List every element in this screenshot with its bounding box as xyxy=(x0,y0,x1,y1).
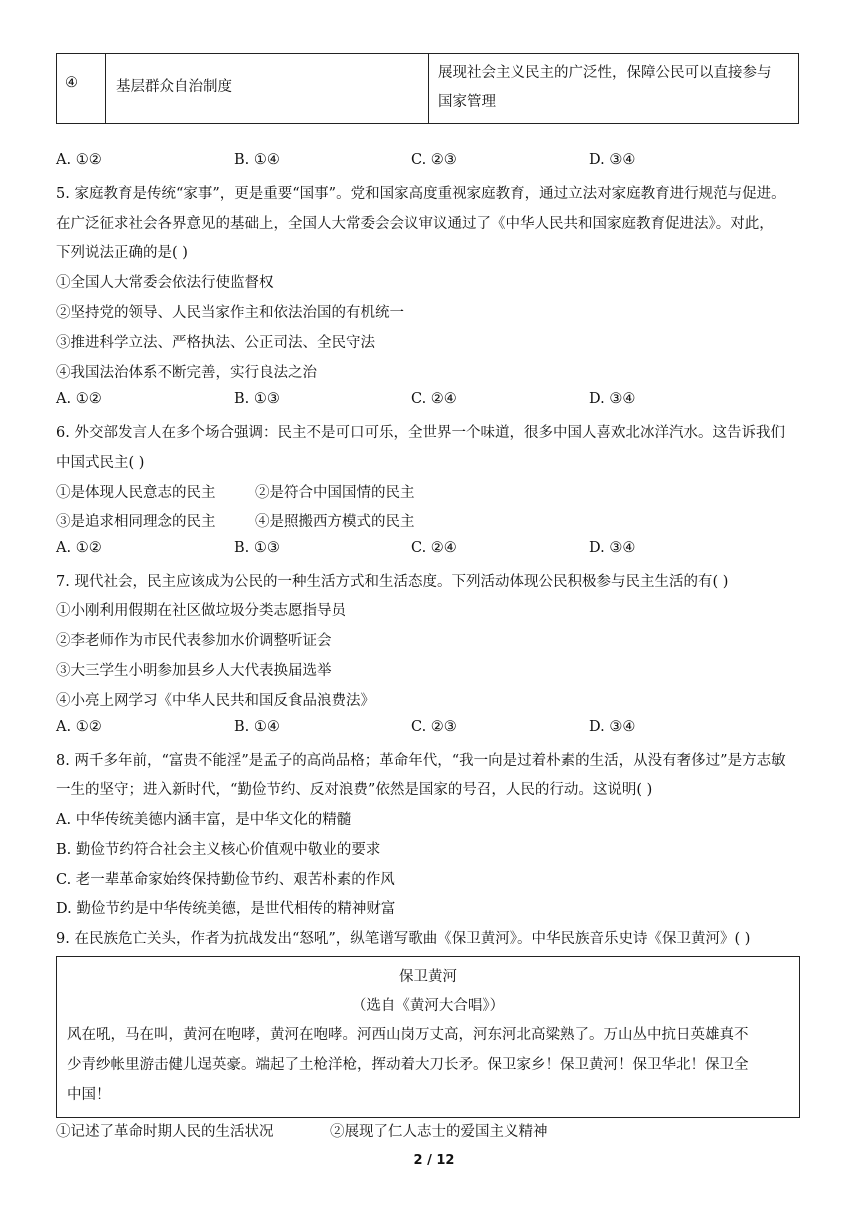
table-number-text: ④ xyxy=(65,75,78,91)
q5-option-b: B. ①③ xyxy=(234,391,280,407)
q7-item-4: ④小亮上网学习《中华人民共和国反食品浪费法》 xyxy=(56,693,375,709)
q8-choice-a: A. 中华传统美德内涵丰富，是中华文化的精髓 xyxy=(56,812,352,828)
q5-item-2: ②坚持党的领导、人民当家作主和依法治国的有机统一 xyxy=(56,305,404,321)
table-cell-system xyxy=(105,54,429,123)
poem-title: 保卫黄河 xyxy=(399,969,457,985)
q6-item-3: ③是追求相同理念的民主 xyxy=(56,514,216,530)
q5-item-3: ③推进科学立法、严格执法、公正司法、全民守法 xyxy=(56,335,375,351)
q8-stem-line2: 一生的坚守；进入新时代，“勤俭节约、反对浪费”依然是国家的号召，人民的行动。这说明( ) xyxy=(56,782,653,798)
q7-option-d: D. ③④ xyxy=(589,719,636,735)
q6-option-a: A. ①② xyxy=(56,540,102,556)
q5-option-d: D. ③④ xyxy=(589,391,636,407)
q6-item-2: ②是符合中国国情的民主 xyxy=(255,485,415,501)
q4-option-b: B. ①④ xyxy=(234,152,280,168)
page-number: 2 / 12 xyxy=(413,1153,455,1168)
poem-subtitle: （选自《黄河大合唱》） xyxy=(351,998,505,1014)
q5-stem-line2: 在广泛征求社会各界意见的基础上，全国人大常委会会议审议通过了《中华人民共和国家庭教育促进法》。对此， xyxy=(56,216,774,232)
q9-item-1: ①记述了革命时期人民的生活状况 xyxy=(56,1124,274,1140)
q7-option-a: A. ①② xyxy=(56,719,102,735)
q4-option-d: D. ③④ xyxy=(589,152,636,168)
q7-item-3: ③大三学生小明参加县乡人大代表换届选举 xyxy=(56,663,332,679)
q6-option-d: D. ③④ xyxy=(589,540,636,556)
q6-stem-line2: 中国式民主( ) xyxy=(56,455,145,471)
q9-stem: 9. 在民族危亡关头，作者为抗战发出“怒吼”，纵笔谱写歌曲《保卫黄河》。中华民族音乐史诗《保卫黄河》( ) xyxy=(56,931,751,947)
table-cell-number xyxy=(57,54,106,123)
q6-option-c: C. ②④ xyxy=(411,540,457,556)
q7-stem-line1: 7. 现代社会，民主应该成为公民的一种生活方式和生活态度。下列活动体现公民积极参与民主生活的有( ) xyxy=(56,574,729,590)
q8-choice-b: B. 勤俭节约符合社会主义核心价值观中敬业的要求 xyxy=(56,842,381,858)
system-table-row xyxy=(56,53,799,124)
q6-item-4: ④是照搬西方模式的民主 xyxy=(255,514,415,530)
table-desc-line1: 展现社会主义民主的广泛性，保障公民可以直接参与 xyxy=(438,65,772,81)
q4-option-a: A. ①② xyxy=(56,152,102,168)
q8-choice-c: C. 老一辈革命家始终保持勤俭节约、艰苦朴素的作风 xyxy=(56,872,395,888)
q6-item-1: ①是体现人民意志的民主 xyxy=(56,485,216,501)
q9-item-2: ②展现了仁人志士的爱国主义精神 xyxy=(330,1124,548,1140)
table-desc-line2: 国家管理 xyxy=(438,94,496,110)
q7-option-b: B. ①④ xyxy=(234,719,280,735)
q6-option-b: B. ①③ xyxy=(234,540,280,556)
q5-stem-line1: 5. 家庭教育是传统“家事”，更是重要“国事”。党和国家高度重视家庭教育，通过立法对家庭教育进行规范与促进。 xyxy=(56,186,786,202)
q5-item-4: ④我国法治体系不断完善，实行良法之治 xyxy=(56,365,317,381)
table-system-text: 基层群众自治制度 xyxy=(116,79,232,95)
q5-option-c: C. ②④ xyxy=(411,391,457,407)
q7-item-2: ②李老师作为市民代表参加水价调整听证会 xyxy=(56,633,332,649)
poem-line2: 少青纱帐里游击健儿逞英豪。端起了土枪洋枪，挥动着大刀长矛。保卫家乡！保卫黄河！保卫华北！保卫全 xyxy=(67,1057,749,1073)
poem-box xyxy=(56,956,800,1118)
q8-choice-d: D. 勤俭节约是中华传统美德，是世代相传的精神财富 xyxy=(56,901,396,917)
q8-stem-line1: 8. 两千多年前，“富贵不能淫”是孟子的高尚品格；革命年代，“我一向是过着朴素的生活，从没有奢侈过”是方志敏 xyxy=(56,753,786,769)
q7-option-c: C. ②③ xyxy=(411,719,457,735)
q5-stem-line3: 下列说法正确的是( ) xyxy=(56,245,188,261)
poem-line1: 风在吼，马在叫，黄河在咆哮，黄河在咆哮。河西山岗万丈高，河东河北高粱熟了。万山丛中抗日英雄真不 xyxy=(67,1027,749,1043)
q5-option-a: A. ①② xyxy=(56,391,102,407)
q6-stem-line1: 6. 外交部发言人在多个场合强调：民主不是可口可乐，全世界一个味道，很多中国人喜欢北冰洋汽水。这告诉我们 xyxy=(56,425,785,441)
q4-option-c: C. ②③ xyxy=(411,152,457,168)
q5-item-1: ①全国人大常委会依法行使监督权 xyxy=(56,275,274,291)
poem-line3: 中国！ xyxy=(67,1087,111,1103)
q7-item-1: ①小刚利用假期在社区做垃圾分类志愿指导员 xyxy=(56,603,346,619)
